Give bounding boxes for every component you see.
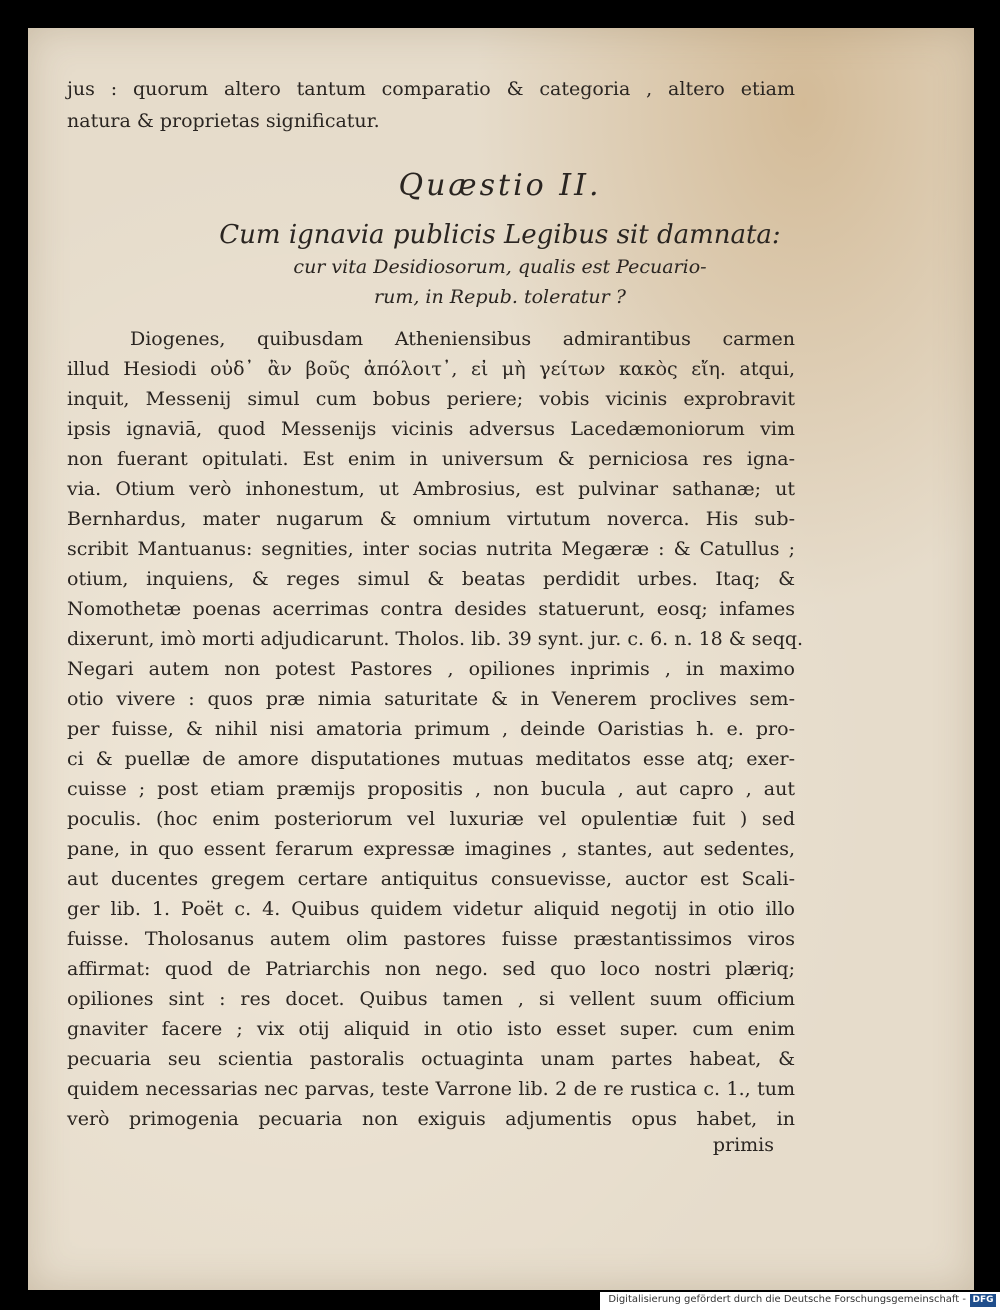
body-line: aut ducentes gregem certare antiquitus consuevisse, auctor est Scali- [67, 868, 795, 890]
question-line-2: cur vita Desidiosorum, qualis est Pecuario- [293, 256, 707, 278]
body-line: illud Hesiodi οὐδ᾽ ἂν βοῦς ἀπόλοιτ᾽, εἰ μὴ γείτων κακὸς εἴη. atqui, [67, 358, 795, 380]
body-line: Nomothetæ poenas acerrimas contra desides statuerunt, eosq; infames [67, 598, 795, 620]
body-line: verò primogenia pecuaria non exiguis adjumentis opus habet, in [67, 1108, 795, 1130]
question-line-3: rum, in Repub. toleratur ? [374, 286, 626, 308]
body-line: cuisse ; post etiam præmijs propositis , non bucula , aut capro , aut [67, 778, 795, 800]
body-line: ipsis ignaviā, quod Messenijs vicinis adversus Lacedæmoniorum vim [67, 418, 795, 440]
question-title: Quæstio II. [398, 168, 602, 203]
body-line: inquit, Messenij simul cum bobus periere; vobis vicinis exprobravit [67, 388, 795, 410]
question-line-1: Cum ignavia publicis Legibus sit damnata: [219, 220, 781, 250]
body-line: gnaviter facere ; vix otij aliquid in otio isto esset super. cum enim [67, 1018, 795, 1040]
catchword: primis [712, 1134, 774, 1156]
footer-credit: Digitalisierung gefördert durch die Deutsche Forschungsgemeinschaft - [608, 1294, 966, 1305]
body-line: via. Otium verò inhonestum, ut Ambrosius, est pulvinar sathanæ; ut [67, 478, 795, 500]
body-line: opiliones sint : res docet. Quibus tamen , si vellent suum officium [67, 988, 795, 1010]
body-line: ci & puellæ de amore disputationes mutuas meditatos esse atq; exer- [67, 748, 795, 770]
body-line: scribit Mantuanus: segnities, inter socias nutrita Megæræ : & Catullus ; [67, 538, 795, 560]
dfg-logo-icon: DFG [970, 1294, 996, 1307]
body-line: per fuisse, & nihil nisi amatoria primum , deinde Oaristias h. e. pro- [67, 718, 795, 740]
body-line: Diogenes, quibusdam Atheniensibus admirantibus carmen [130, 328, 795, 350]
top-line-1: jus : quorum altero tantum comparatio & categoria , altero etiam [67, 78, 795, 100]
body-line: pecuaria seu scientia pastoralis octuaginta unam partes habeat, & [67, 1048, 795, 1070]
body-line: dixerunt, imò morti adjudicarunt. Tholos. lib. 39 synt. jur. c. 6. n. 18 & seqq. [67, 628, 804, 650]
body-line: Negari autem non potest Pastores , opiliones inprimis , in maximo [67, 658, 795, 680]
top-line-2: natura & proprietas significatur. [67, 110, 380, 132]
body-line: Bernhardus, mater nugarum & omnium virtutum noverca. His sub- [67, 508, 795, 530]
body-line: pane, in quo essent ferarum expressæ imagines , stantes, aut sedentes, [67, 838, 795, 860]
body-line: ger lib. 1. Poët c. 4. Quibus quidem videtur aliquid negotij in otio illo [67, 898, 795, 920]
body-line: affirmat: quod de Patriarchis non nego. sed quo loco nostri plæriq; [67, 958, 795, 980]
body-line: otium, inquiens, & reges simul & beatas perdidit urbes. Itaq; & [67, 568, 795, 590]
body-line: poculis. (hoc enim posteriorum vel luxuriæ vel opulentiæ fuit ) sed [67, 808, 795, 830]
body-line: fuisse. Tholosanus autem olim pastores fuisse præstantissimos viros [67, 928, 795, 950]
body-line: non fuerant opitulati. Est enim in universum & perniciosa res igna- [67, 448, 795, 470]
body-line: otio vivere : quos præ nimia saturitate & in Venerem proclives sem- [67, 688, 795, 710]
body-line: quidem necessarias nec parvas, teste Varrone lib. 2 de re rustica c. 1., tum [67, 1078, 795, 1100]
